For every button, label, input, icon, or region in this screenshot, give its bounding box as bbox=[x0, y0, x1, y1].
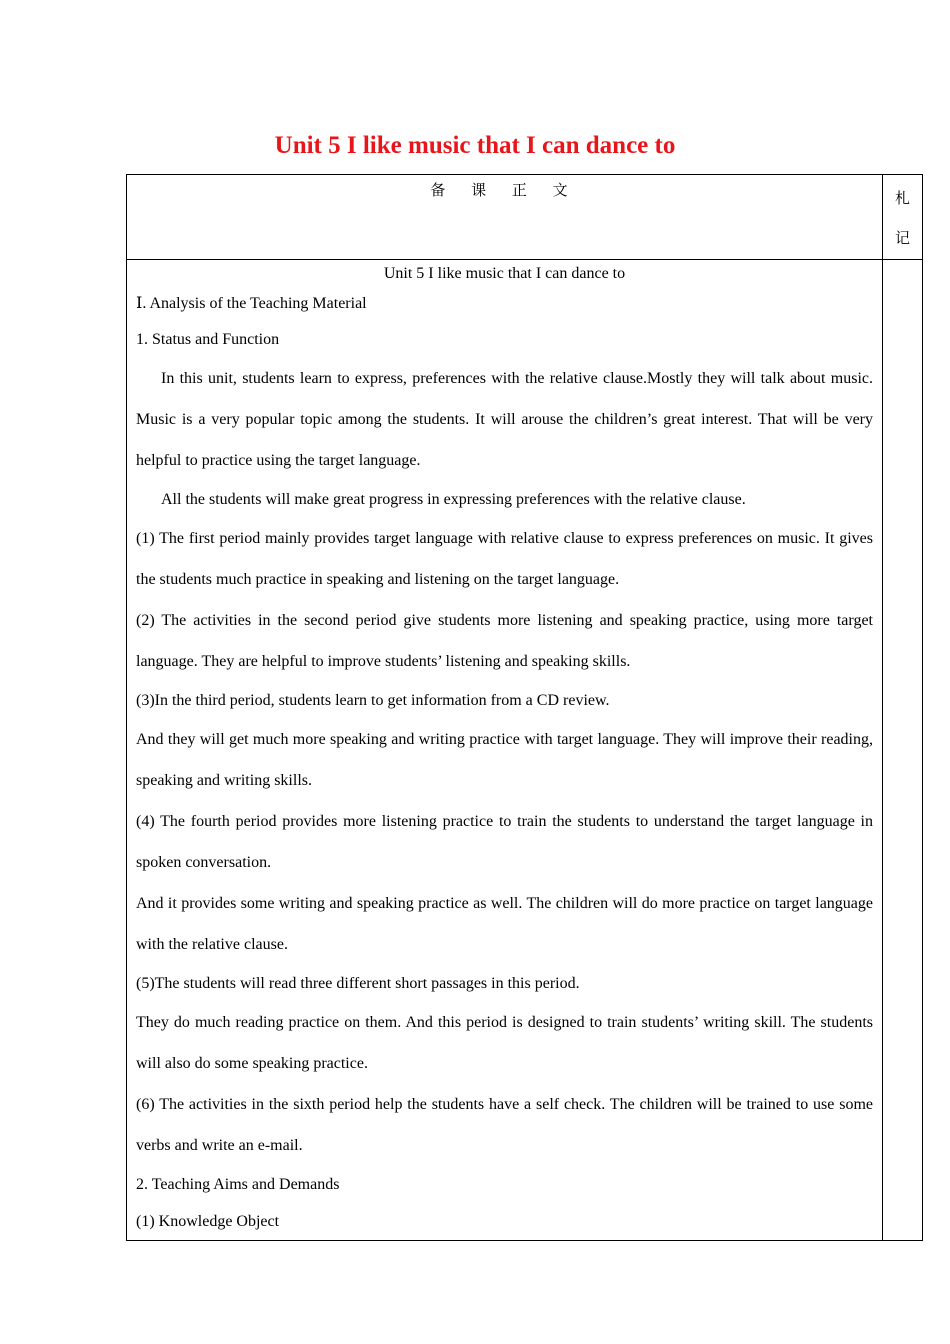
notes-column-cell bbox=[883, 260, 923, 1241]
paragraph-period-5: (5)The students will read three different short passages in this period. bbox=[136, 975, 580, 992]
lesson-plan-table bbox=[126, 174, 923, 1241]
paragraph-period-6: (6) The activities in the sixth period help the students have a self check. The children will be trained to use some verbs and write an e-mail. bbox=[136, 1096, 873, 1154]
table-body-row bbox=[127, 260, 923, 1241]
section-heading-aims: 2. Teaching Aims and Demands bbox=[136, 1176, 340, 1193]
paragraph-period-3: (3)In the third period, students learn to get information from a CD review. bbox=[136, 692, 610, 709]
paragraph-progress: All the students will make great progress in expressing preferences with the relative clause. bbox=[161, 491, 746, 508]
paragraph-period-2: (2) The activities in the second period give students more listening and speaking practice, using more target language. They are helpful to improve students’ listening and speaking skills. bbox=[136, 612, 873, 670]
paragraph-period-3-detail: And they will get much more speaking and writing practice with target language. They will improve their reading, speaking and writing skills. bbox=[136, 731, 873, 789]
paragraph-period-1: (1) The first period mainly provides target language with relative clause to express preferences on music. It gives the students much practice in speaking and listening on the target language. bbox=[136, 530, 873, 588]
paragraph-period-5-detail: They do much reading practice on them. And this period is designed to train students’ writing skill. The students will also do some speaking practice. bbox=[136, 1014, 873, 1072]
header-notes-char-2: 记 bbox=[894, 231, 910, 247]
table-header-row bbox=[127, 175, 923, 260]
unit-subtitle: Unit 5 I like music that I can dance to bbox=[383, 265, 626, 282]
header-notes-char-1: 札 bbox=[894, 191, 910, 207]
section-heading-analysis: Ⅰ. Analysis of the Teaching Material bbox=[136, 295, 367, 312]
header-main-text: 备 课 正 文 bbox=[127, 175, 883, 260]
document-title: Unit 5 I like music that I can dance to bbox=[274, 132, 676, 159]
section-heading-status: 1. Status and Function bbox=[136, 331, 280, 348]
paragraph-period-4-detail: And it provides some writing and speaking practice as well. The children will do more practice on target language with the relative clause. bbox=[136, 895, 873, 953]
header-notes-cell bbox=[883, 175, 923, 260]
section-heading-knowledge: (1) Knowledge Object bbox=[136, 1213, 280, 1230]
paragraph-period-4: (4) The fourth period provides more listening practice to train the students to understand the target language in spoken conversation. bbox=[136, 813, 873, 871]
body-content-cell bbox=[127, 260, 883, 1241]
paragraph-intro: In this unit, students learn to express, preferences with the relative clause.Mostly they will talk about music. Music is a very popular topic among the students. It will arouse the children’s great interest. That will be very helpful to practice using the target language. bbox=[136, 370, 873, 469]
